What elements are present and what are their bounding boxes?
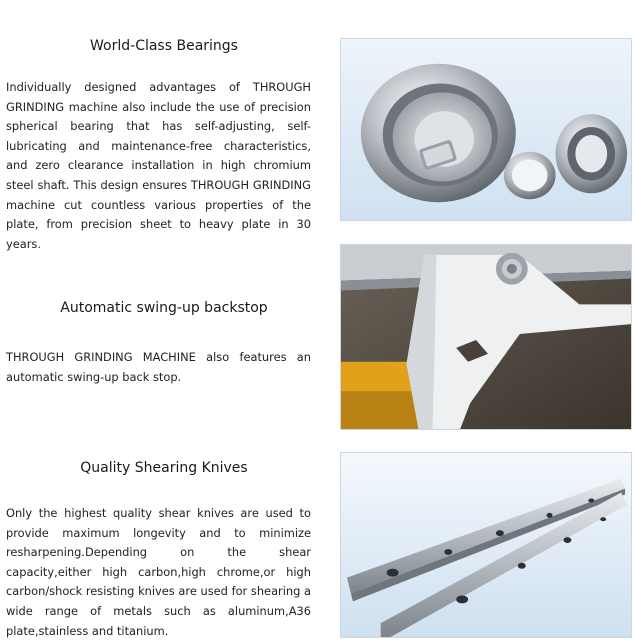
bearings-description: Individually designed advantages of THROUGH GRINDING machine also include the use of precision spherical bearing that has self-adjusting, self-lubricating and maintenance-free characteristics, and zero clearance installation in high chromium steel shaft. This design ensures THROUGH GRINDING machine cut countless various properties of the plate, from precision sheet to heavy plate in 30 years. bbox=[6, 80, 311, 251]
bearings-photo bbox=[340, 38, 632, 221]
knives-photo bbox=[340, 452, 632, 638]
backstop-photo bbox=[340, 244, 632, 430]
backstop-description: THROUGH GRINDING MACHINE also features an automatic swing-up back stop. bbox=[6, 350, 311, 384]
bearings-title: World-Class Bearings bbox=[90, 38, 238, 54]
backstop-title: Automatic swing-up backstop bbox=[60, 300, 268, 316]
knives-title: Quality Shearing Knives bbox=[80, 460, 248, 476]
knives-description: Only the highest quality shear knives are used to provide maximum longevity and to minimize resharpening.Depending on the shear capacity,either high carbon,high chrome,or high carbon/shock resisting knives are used for shearing a wide range of metals such as aluminum,A36 plate,stainless and titanium. bbox=[6, 506, 311, 638]
